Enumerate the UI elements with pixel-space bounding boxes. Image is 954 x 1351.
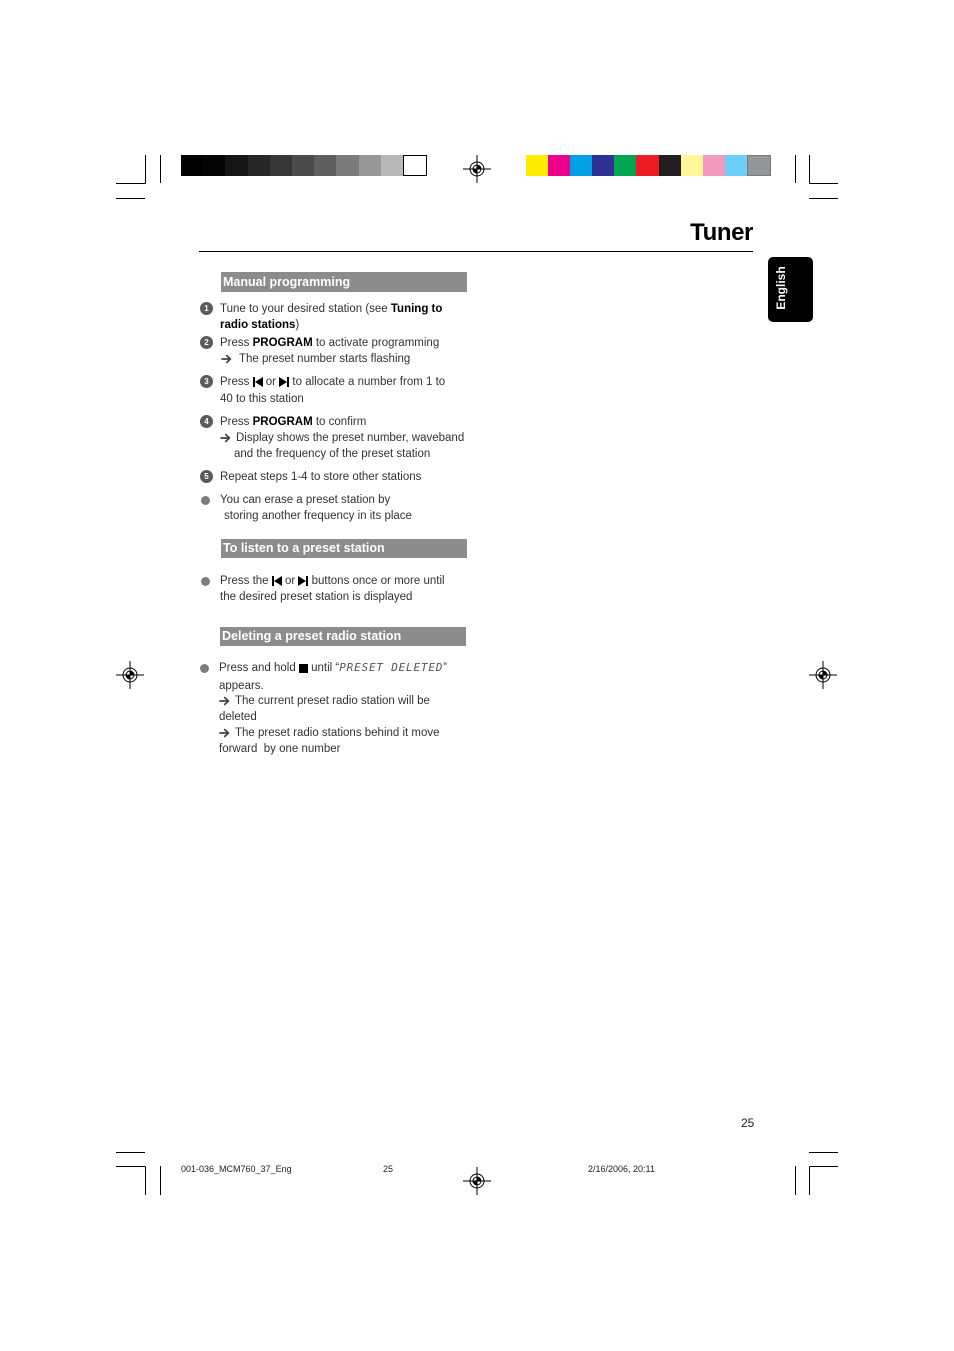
color-swatch xyxy=(703,155,725,176)
step-2-text-end: to activate programming xyxy=(312,337,440,349)
grayscale-swatch xyxy=(359,155,381,176)
step-2-line-1 xyxy=(220,335,439,351)
delete-result-2-text: The preset radio stations behind it move xyxy=(235,727,440,739)
delete-result-1-text-cont: deleted xyxy=(219,711,257,723)
bullet-dot xyxy=(201,577,210,586)
grayscale-swatch xyxy=(181,155,203,176)
bullet-dot xyxy=(200,664,209,673)
result-arrow-icon xyxy=(219,696,230,706)
step-number-badge: 3 xyxy=(200,375,213,388)
section-heading-delete-preset: Deleting a preset radio station xyxy=(220,627,466,646)
color-swatch xyxy=(592,155,614,176)
step-3-text-end: to allocate a number from 1 to xyxy=(289,376,446,388)
step-4-text: Press xyxy=(220,416,253,428)
grayscale-swatch xyxy=(270,155,292,176)
grayscale-swatch xyxy=(403,155,427,176)
bullet-dot xyxy=(201,496,210,505)
next-icon xyxy=(298,576,308,586)
listen-text-mid: or xyxy=(281,575,299,587)
step-number-badge: 4 xyxy=(200,415,213,428)
step-1-text: Tune to your desired station (see xyxy=(220,303,391,315)
note-line-1 xyxy=(220,492,390,508)
footer-job-file: 001-036_MCM760_37_Eng xyxy=(181,1164,292,1174)
step-4-result-text: Display shows the preset number, waveband xyxy=(236,432,465,444)
color-swatch xyxy=(570,155,592,176)
step-4-button-name: PROGRAM xyxy=(252,416,313,428)
step-5-line-1 xyxy=(220,469,421,485)
step-2-button-name: PROGRAM xyxy=(252,337,313,349)
delete-result-2-line-2 xyxy=(219,741,340,757)
crop-mark-bottom-right xyxy=(796,1153,839,1196)
delete-result-2-text-cont: forward by one number xyxy=(219,743,341,755)
crop-mark-bottom-left xyxy=(116,1153,161,1196)
language-tab-label: English xyxy=(774,266,788,310)
registration-mark-icon xyxy=(116,661,144,689)
color-swatch xyxy=(526,155,548,176)
result-arrow-icon xyxy=(221,354,232,364)
listen-line-2 xyxy=(220,589,412,605)
step-number-badge: 2 xyxy=(200,336,213,349)
grayscale-swatch xyxy=(203,155,225,176)
step-1-reference: Tuning to xyxy=(390,303,443,315)
note-line-2 xyxy=(224,508,412,524)
language-tab xyxy=(768,257,813,322)
grayscale-swatch xyxy=(292,155,314,176)
registration-mark-icon xyxy=(463,155,491,183)
color-calibration-bar xyxy=(526,155,771,176)
footer-timestamp: 2/16/2006, 20:11 xyxy=(588,1164,655,1174)
section-heading-manual-programming: Manual programming xyxy=(221,272,467,292)
delete-line-1 xyxy=(219,660,447,676)
delete-text-mid: until “ xyxy=(307,662,340,674)
note-text: You can erase a preset station by xyxy=(220,494,391,506)
step-number-badge: 1 xyxy=(200,302,213,315)
page-title: Tuner xyxy=(690,219,753,246)
color-swatch xyxy=(747,155,771,176)
step-2-result-text: The preset number starts flashing xyxy=(239,353,411,365)
step-1-line-2 xyxy=(220,317,299,333)
registration-mark-icon xyxy=(463,1167,491,1195)
color-swatch xyxy=(681,155,703,176)
grayscale-swatch xyxy=(314,155,336,176)
step-4-line-1 xyxy=(220,414,366,430)
color-swatch xyxy=(548,155,570,176)
step-4-result-line-1 xyxy=(220,430,464,446)
footer-page: 25 xyxy=(383,1164,394,1174)
listen-text: Press the xyxy=(220,575,272,587)
previous-icon xyxy=(272,576,282,586)
previous-icon xyxy=(253,377,263,387)
delete-text-end: ” xyxy=(443,662,448,674)
stop-icon xyxy=(299,664,308,673)
step-2-result xyxy=(221,351,410,367)
grayscale-swatch xyxy=(248,155,270,176)
step-3-line-2 xyxy=(220,391,304,407)
delete-result-1-text: The current preset radio station will be xyxy=(235,695,430,707)
next-icon xyxy=(279,377,289,387)
step-3-text-cont: 40 to this station xyxy=(220,393,304,405)
step-4-result-text-cont: and the frequency of the preset station xyxy=(234,448,431,460)
step-4-text-end: to confirm xyxy=(312,416,367,428)
display-message: PRESET DELETED xyxy=(339,661,444,674)
listen-text-cont: the desired preset station is displayed xyxy=(220,591,413,603)
title-rule xyxy=(199,251,753,252)
color-swatch xyxy=(636,155,658,176)
delete-text-cont: appears. xyxy=(219,680,264,692)
crop-mark-top-left xyxy=(116,155,161,199)
result-arrow-icon xyxy=(219,728,230,738)
delete-result-2-line-1 xyxy=(219,725,440,741)
listen-text-end: buttons once or more until xyxy=(308,575,445,587)
grayscale-swatch xyxy=(381,155,403,176)
step-5-text: Repeat steps 1-4 to store other stations xyxy=(220,471,422,483)
page-number: 25 xyxy=(741,1116,755,1130)
grayscale-swatch xyxy=(225,155,247,176)
step-3-line-1 xyxy=(220,374,445,390)
step-4-result-line-2 xyxy=(234,446,430,462)
delete-result-1-line-2 xyxy=(219,709,257,725)
note-text-cont: storing another frequency in its place xyxy=(224,510,412,522)
registration-mark-icon xyxy=(809,661,837,689)
step-1-reference-cont: radio stations xyxy=(220,319,296,331)
color-swatch xyxy=(659,155,681,176)
delete-line-2 xyxy=(219,678,264,694)
color-swatch xyxy=(725,155,747,176)
delete-result-1-line-1 xyxy=(219,693,430,709)
step-1-text-end: ) xyxy=(295,319,300,331)
step-3-text: Press xyxy=(220,376,253,388)
step-3-text-mid: or xyxy=(262,376,280,388)
step-1-line-1 xyxy=(220,301,442,317)
color-swatch xyxy=(614,155,636,176)
crop-mark-top-right xyxy=(796,155,839,199)
step-number-badge: 5 xyxy=(200,470,213,483)
grayscale-swatch xyxy=(336,155,358,176)
result-arrow-icon xyxy=(220,433,231,443)
delete-text: Press and hold xyxy=(219,662,299,674)
section-heading-listen-preset: To listen to a preset station xyxy=(221,539,467,558)
step-2-text: Press xyxy=(220,337,253,349)
grayscale-calibration-bar xyxy=(181,155,427,176)
listen-line-1 xyxy=(220,573,445,589)
